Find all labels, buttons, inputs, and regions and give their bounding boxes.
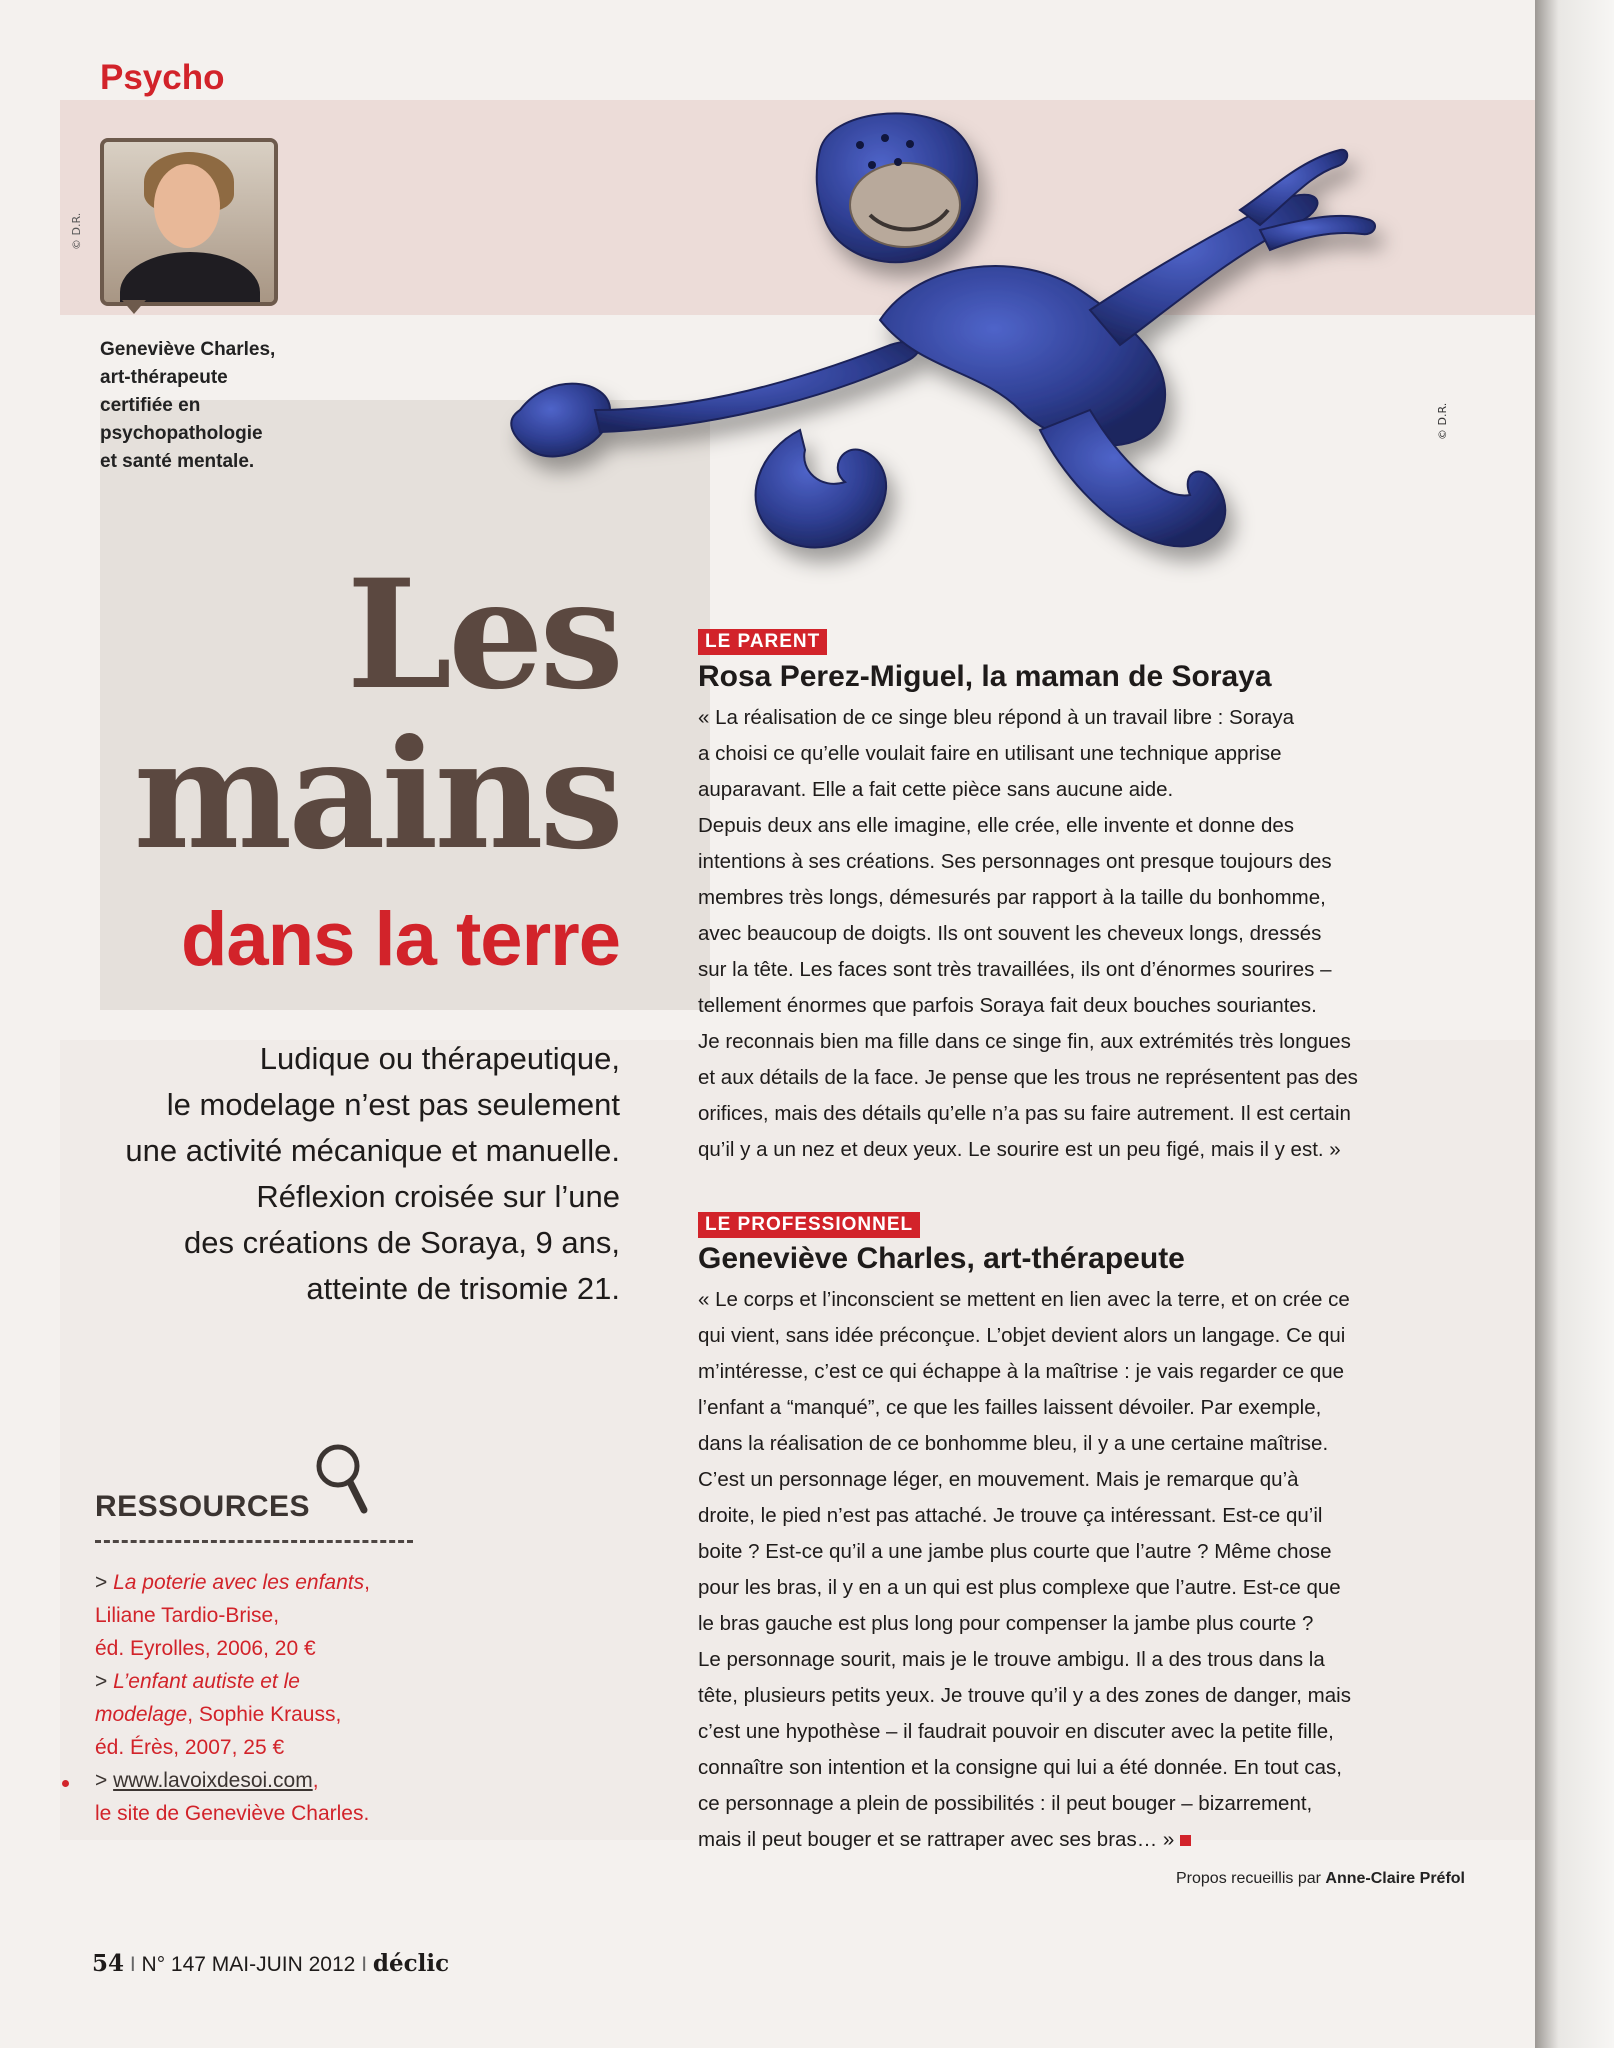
parent-tag: LE PARENT	[698, 629, 827, 655]
resource-item: > L’enfant autiste et le	[95, 1670, 300, 1693]
end-square-icon	[1180, 1835, 1191, 1846]
issue-info: N° 147 MAI-JUIN 2012	[141, 1953, 356, 1976]
portrait-speech-tail	[122, 300, 146, 314]
folio: 54 I N° 147 MAI-JUIN 2012 I déclic	[92, 1950, 450, 1977]
professional-heading: Geneviève Charles, art-thérapeute	[698, 1242, 1185, 1275]
parent-heading: Rosa Perez-Miguel, la maman de Soraya	[698, 660, 1272, 693]
page-number: 54	[92, 1950, 125, 1977]
clay-monkey-photo	[500, 110, 1450, 610]
title-line-2: mains	[133, 707, 620, 883]
byline: Propos recueillis par Anne-Claire Préfol	[1176, 1870, 1465, 1887]
photo-credit: © D.R.	[1436, 402, 1449, 440]
resource-item: > www.lavoixdesoi.com,	[95, 1769, 319, 1792]
professional-quote: « Le corps et l’inconscient se mettent en lien avec la terre, et on crée ce qui vient, sans idée préconçue. L’objet devient alors un langage. Ce qui m’intéresse, c’est ce qui échappe à la maîtrise : je vais regarder ce que l’enfant a “manqué”, ce que les failles laissent dévoiler. Par exemple, dans la réalisation de ce bonhomme bleu, il y a une certaine maîtrise. C’est un personnage léger, en mouvement. Mais je remarque qu’à droite, le pied n’est pas attaché. Je trouve ça intéressant. Est-ce qu’il boite ? Est-ce qu’il a une jambe plus courte que l’autre ? Même chose pour les bras, il y en a un qui est plus complexe que l’autre. Est-ce que le bras gauche est plus long pour compenser la jambe plus courte ? Le personnage sourit, mais je le trouve ambigu. Il a des trous dans la tête, plusieurs petits yeux. Je trouve qu’il y a des zones de danger, mais c’est une hypothèse – il faudrait pouvoir en discuter avec la petite fille, connaître son intention et la consigne qui lui a été donnée. En tout cas, ce personnage a plein de possibilités : il peut bouger – bizarrement, mais il peut bouger et se rattraper avec ses bras… »	[698, 1288, 1351, 1851]
title-line-3: dans la terre	[181, 897, 620, 982]
portrait-photo	[100, 138, 278, 306]
resources-title: RESSOURCES	[95, 1490, 311, 1523]
parent-quote: « La réalisation de ce singe bleu répond à un travail libre : Soraya a choisi ce qu’elle voulait faire en utilisant une technique apprise auparavant. Elle a fait cette pièce sans aucune aide. Depuis deux ans elle imagine, elle crée, elle invente et donne des intentions à ses créations. Ses personnages ont presque toujours des membres très longs, démesurés par rapport à la taille du bonhomme, avec beaucoup de doigts. Ils ont souvent les cheveux longs, dressés sur la tête. Les faces sont très travaillées, ils ont d’énormes sourires – tellement énormes que parfois Soraya fait deux bouches souriantes. Je reconnais bien ma fille dans ce singe fin, aux extrémités très longues et aux détails de la face. Je pense que les trous ne représentent pas des orifices, mais des détails qu’elle n’a pas su faire autrement. Il est certain qu’il y a un nez et deux yeux. Le sourire est un peu figé, mais il y est. »	[698, 706, 1358, 1161]
margin-mark	[62, 1780, 69, 1787]
title-line-1: Les	[346, 547, 620, 723]
resources-divider	[95, 1540, 413, 1543]
resource-item: > La poterie avec les enfants,	[95, 1571, 370, 1594]
professional-tag: LE PROFESSIONNEL	[698, 1212, 920, 1238]
resource-link[interactable]: www.lavoixdesoi.com	[113, 1769, 313, 1792]
magnifier-icon	[310, 1440, 370, 1520]
resources-list: > La poterie avec les enfants, Liliane Tardio-Brise, éd. Eyrolles, 2006, 20 € > L’enfant autiste et le modelage, Sophie Krauss, éd. Érès, 2007, 25 € > www.lavoixdesoi.com, le site de Geneviève Charles.	[95, 1566, 445, 1830]
lede-paragraph: Ludique ou thérapeutique, le modelage n’est pas seulement une activité mécanique et manuelle. Réflexion croisée sur l’une des créations de Soraya, 9 ans, atteinte de trisomie 21.	[125, 1041, 620, 1306]
page-gutter	[1535, 0, 1614, 2048]
portrait-credit: © D.R.	[70, 212, 83, 250]
magazine-brand: déclic	[372, 1950, 450, 1977]
portrait-caption: Geneviève Charles, art-thérapeute certifiée en psychopathologie et santé mentale.	[100, 339, 276, 472]
section-label: Psycho	[100, 58, 225, 97]
